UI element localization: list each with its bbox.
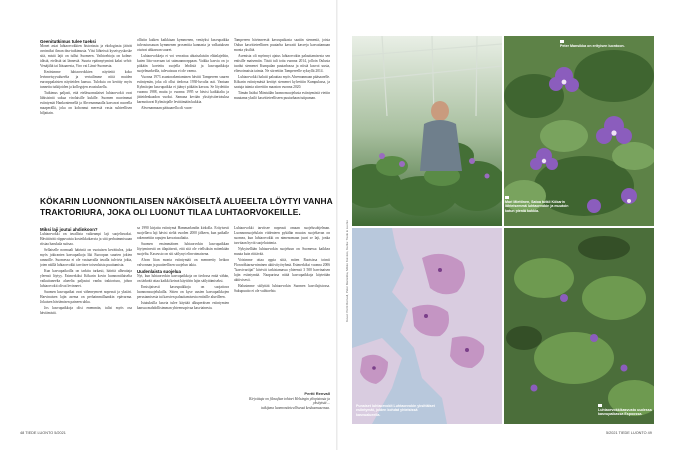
greenhouse-photo-image	[352, 36, 502, 226]
paragraph: Luhtaorvokki tarvitsee nopeasti omaan suojelusohjelman. Luonnonsuojelulain viidenteen pykälän muutos suojeltavan on suomea, kun luhtaorvokki on nimenomaan juuri se laji, jonka tarvitaan hyviä suojelutoimia.	[234, 226, 330, 245]
paragraph: Ahvenanmaan pääsaarella oli vuon-	[141, 106, 193, 110]
europe-map	[352, 228, 502, 424]
photo-credit: Kuvat: Pertti Renvall, Peter Mansikka, Mikko Koivisto, Kartta: Tiede & Luonto	[345, 220, 349, 322]
caption-marker	[505, 196, 509, 199]
text-column-5	[137, 226, 229, 424]
violet-patch-image	[504, 228, 654, 424]
author-role: Kirjoittaja on filosofian tohtori Helsingin yliopistosta ja yksityistä ...	[249, 396, 330, 406]
range-map	[352, 228, 502, 424]
page-gutter	[336, 0, 338, 450]
paragraph: Alvan liian monta esiintymää on menneetty heikon valvonnan ja puutteellisen suojelun takia.	[137, 258, 229, 267]
caption-map	[356, 404, 436, 417]
caption-mid	[505, 196, 577, 213]
paragraph: Tämän lisäksi Mäntsälän luonnonsuojelusta esiintymästä vietiin muutama yksilö kasvitieteelliseen puutarhaan tutipuman.	[234, 91, 330, 100]
paragraph: sa 1990 kirjattu esiintymä Hammarlandin kirkolla. Erityisesti suojellava laji hävisi sieltä vuoden 2000 jälkeen, kun paikalle rakennettiin rapujen kasvatusaltaita.	[137, 226, 229, 240]
paragraph: Kun kasvupaikoilla on tarkttu tarkasti, häiritä alheuttaja yleensä löytyy. Esimerkiksi Kökarin kovin luonnontilaiselta vaikuttaneelta alueelta paljastui vanha traktoriura, johon luhtaorvokit olivat levinneet.	[40, 269, 132, 288]
caption-bottom	[598, 404, 652, 417]
paragraph: Asemista oli myönnyt ajatus luhtaorvokin palauttamisesta sen entisille maisemiin. Tästä tuli totta vuonna 2014, jolloin Oulusta tuodut siemenet Kumpulan puutarhassa ja niistä kasvoi uusia, elinvoimaisia taimia. Ne siirrettiin Tampereelle syksyllä 2014.	[234, 54, 330, 73]
paragraph: Tampereen hävinneestä kasvupaikasta saatiin siemeniä, joista Oulun kasvitieteellinen puutarha kasvatti kasveja kasvattamaan monia yksilöä.	[234, 38, 330, 52]
caption-mid-text: Mari Miettinen, Satoa tutkii Kökarin lähteisemmä luhtaorvokin ja muutoin katun pieniä kukkia.	[505, 200, 569, 213]
caption-map-text: Punaiset luhtaorvokit Luhtaorvokin yksittäiset esiintymät, joiden kohdat yhteisissä kasvualueella.	[356, 404, 435, 417]
paragraph: Voisimme ottaa oppia siitä, miten Ruotsissa toimii Floravåktarna-niminen aktiivityöryhmä. Esimerkiksi vuonna 2006 "kasvivartijat" kävivät tarkistamassa yhteensä 3 500 harvinaisen lajin esiintymää. Naapurissa näitä kasvupaikkoja käytetään aktiivisesti.	[234, 258, 330, 282]
text-column-2	[137, 38, 229, 190]
paragraph: Ensisijaisesti kasvupaikkoja on suojattava luonnonsuojelulailla. Sitten on kyse uusien kasvupaikkojen perustamisesta tai kasvien palauttamisesta entisille alueilleen.	[137, 285, 229, 299]
author-signature	[236, 392, 330, 410]
caption-marker	[598, 404, 602, 407]
paragraph: Luhtaorvokkeja ei voi verrattua ahtaisalaisiin eläinlajeihin, kuten liito-oravaan tai saimaannorppaan. Vaikka kasvia on jo pitkään koetettu suojella lehdistä ja kasvupaikkoja suojelmarkeilla, tulevaisuus ei ole varma.	[137, 54, 229, 73]
text-column-6	[234, 226, 330, 386]
paragraph: Keräsimme luhtaorvokkien näytteitä koko levinneisyysalueelta ja vertailimme niitä muiden eurooppalaisten näytteiden kanssa. Tuloksia on kerätty myös tunnettu tutkijoiden ja kollegojen avustuksella.	[40, 70, 132, 89]
paragraph: Suomen ensimmäinen luhtaorvokin kasvupaikkan löytyminestä on tilapäisesti, että sitä ole viellsiksin mitenkään suojeltu. Kasvusto on siti säilynyt elinvoimaisena.	[137, 242, 229, 256]
paragraph: Jos kasvupaikkoja olisi enemmän, tulisi myös osa häviämistä.	[40, 306, 132, 315]
subheading: Uudenlaista suojelua	[137, 269, 181, 274]
paragraph: Nykyisellään luhtaorvokin suojeluun on Suomessa kaikkea muuta kuin riittävää.	[234, 247, 330, 256]
paragraph: Nyt, kun luhtaorvokin kasvupaikkoja on tiedossa enää vähän, on tärkeää ottaa kaikki keinot käyttöön lajin säilyttämiseksi.	[137, 274, 229, 283]
author-name: Pertti Renvall	[304, 391, 330, 396]
paragraph: ollisiin kaiken kaikkiaan kymmenen, venäyksi kasvupaikka tulvoutussauan kymmenen prosenttia kannasta ja valkutuksen otuivat uhkaavan suuret.	[137, 38, 229, 52]
paragraph: Monet asiat luhtaorvokkien historiasta ja ekologiasta jäävät avoimiksi ilman dna-tutkimusta. Viisi lähteissä kyseisyyskoske sitä, mistä lajit on tullut Suomeen. Vaihtoehtoja on kolme: idästä, etelästä tai lännestä. Suurta epäinnytyminä kaksi selvä: Venäjältä tai Itäsaaresta, Viro vai Länsi-Suomesta.	[40, 44, 132, 68]
author-role-2: tutkijana luonnontieteellisessä keskusmuseossa.	[261, 405, 330, 410]
subheading: Miksi laji joutui ahdinkoon?	[40, 227, 98, 232]
text-column-3	[234, 38, 330, 190]
subheading: Geenitutkimus tulee tueksi	[40, 39, 96, 44]
text-column-1	[40, 38, 132, 190]
paragraph: Sellaiselle normaali häirintä on vuotuisen kevättulva, joka myös jokiranten kasvupaikoja liki Euroopan suurten jokien rannoille. Suomessa ei ole vastaavalla tavalla tulvivia jokia, joten näillä luhtaorvokki tarvitsee toisenlaista puuttumista.	[40, 248, 132, 267]
caption-bottom-text: Luhtaorvokkikasvusto uudessa kasvupaikassa Espoossa.	[598, 408, 652, 417]
caption-marker	[560, 40, 564, 43]
paragraph: Halusimme säilyttää luhtaorvokin Suomen kasvilajistossa. Sukupuutto ei ole vaihtoehto.	[234, 284, 330, 293]
paragraph: Suomen kasvupaikat ovat väheneymeet nopeasti ja yksiäri. Harvinaisen lajin asema on perhaimmillaankin epävarma. Jokaisen häviämisen paineen uhka.	[40, 290, 132, 304]
photo-violet-patch	[504, 228, 654, 424]
paragraph: Istutuksilla kasvia tulee käyttää alkuperäisen esiintymien kanssa mahdollisimman yhteensopivaa kasviainesta.	[137, 301, 229, 310]
pull-quote: KÖKARIN LUONNONTILAISEN NÄKÖISELTÄ ALUEELTA LÖYTYI VANHA TRAKTORIURA, JOKA OLI LUONUT TILAA LUHTAORVOKEILLE.	[40, 196, 333, 217]
caption-top	[560, 40, 646, 48]
paragraph: Vuonna 1973 asuntorakentaminen hävitti Tampereen suuren esiintymän, joka oli ollut tiedossa 1930-luvulta asti. Vantaan Kylmäojan kasvupaikka ei jäänyt pitkään kasvaa. Se löydettiin vuonna 1988, mutta jo vuonna 1995 se hävisi kaikkialta ja jätteidenkaadon vuoksi. Samana kevään yksityistieriotuksa karmoitavat Kylmäojalle levittämään kukkia.	[137, 75, 229, 104]
page-folio-right: 5/2021 TIEDE LUONTO 49	[606, 431, 652, 435]
caption-top-text: Peter Mansikka on erityisen luontoon.	[560, 44, 625, 48]
paragraph: Luhtaorvokki halutti palauttaa myös Ahvenanmaan pääsaarelle. Kökarin esiintymästä kerätyt siemenet kylvettiin Kumpulassa, ja saatuja taimia siirrettiin maaston vuonna 2020.	[234, 75, 330, 89]
photo-greenhouse	[352, 36, 502, 226]
paragraph: Tutkimus paljasti, että eteläsuomalaiset luhtaorvokit ovat lähisisintä sukua virolaisille kukille. Suomen nuorimmat esiintymät Hankoniemellä ja Ahvenanmaalla kasvavat nuorella maaperällä, joka on kohonnut merestä vasta suhteellisen hiljattain.	[40, 91, 132, 115]
text-column-4	[40, 226, 132, 424]
page-folio-left: 48 TIEDE LUONTO 5/2021	[20, 431, 66, 435]
paragraph: Luhtaorvokki on tavallista vaikeampi laji suojeltavaksi. Hävittävää riippuvaisia kosteikkokasvia ja sitä perhaimmissaan riisiaa harukala suitsaa.	[40, 232, 132, 246]
